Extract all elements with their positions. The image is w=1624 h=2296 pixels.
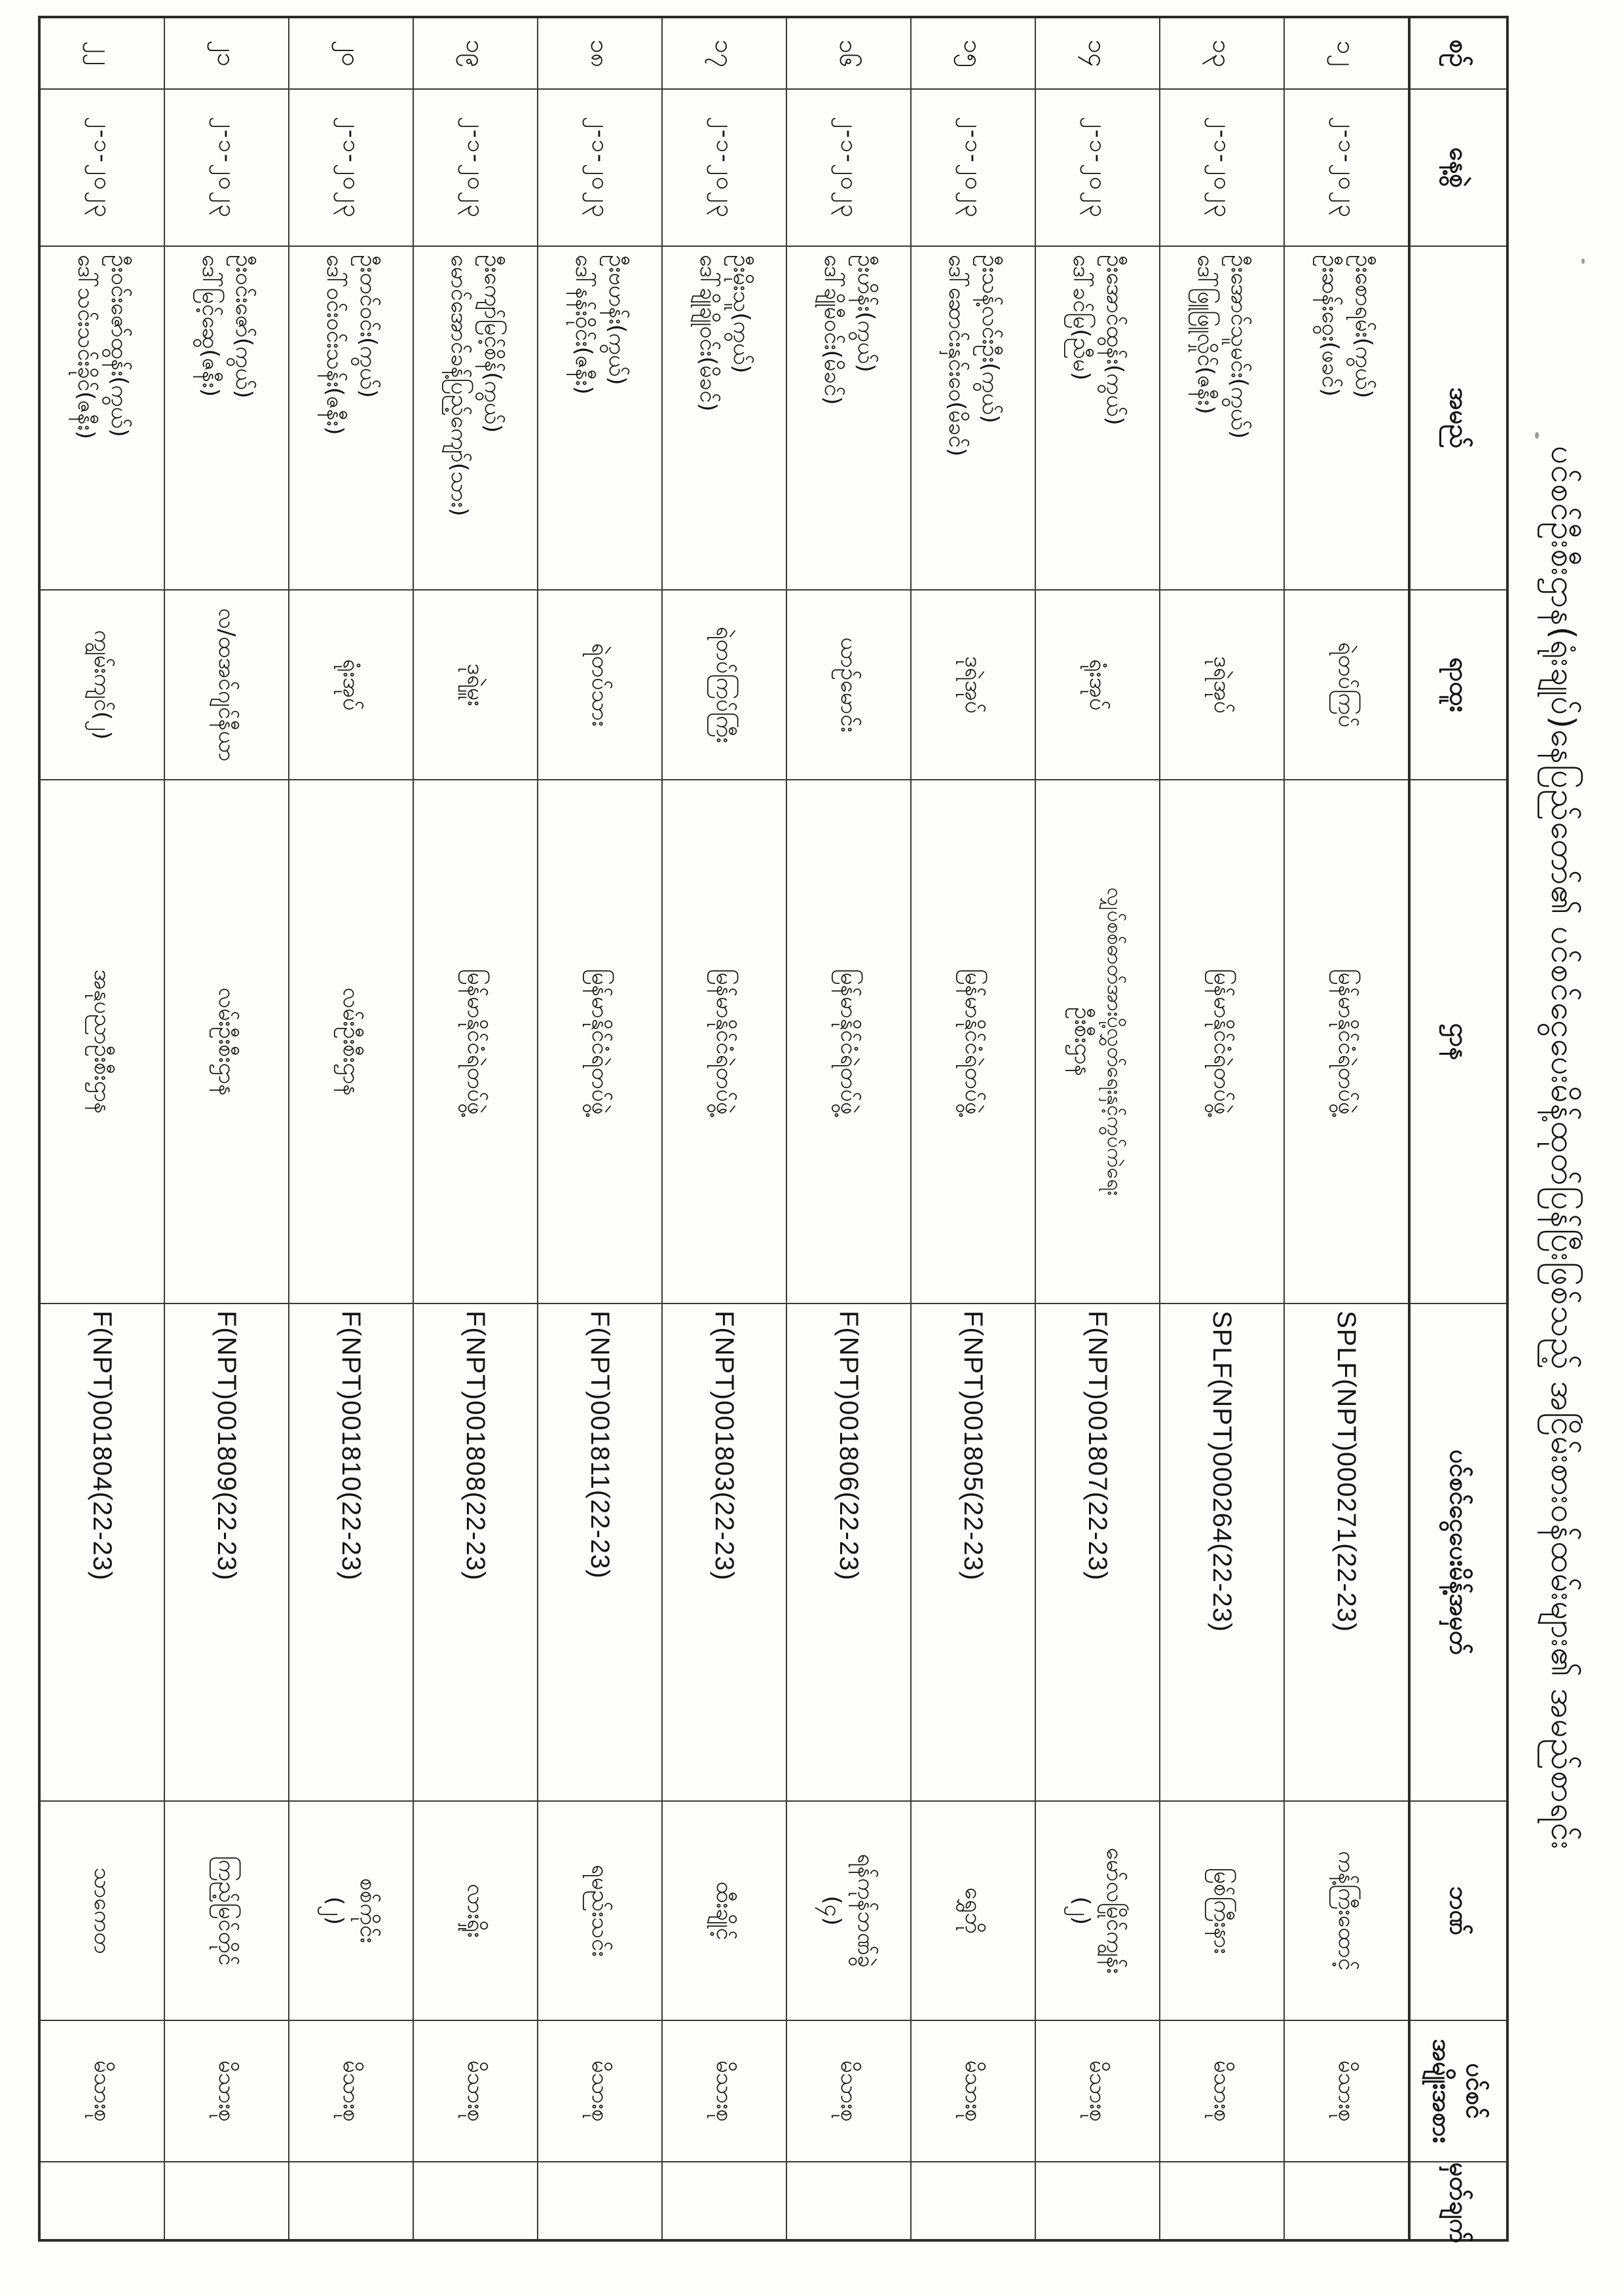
- cell-name: [1035, 246, 1160, 590]
- cell-remark: [662, 2162, 786, 2240]
- col-header-no: စဉ်: [1409, 17, 1507, 89]
- cell-dept: [1284, 780, 1409, 1303]
- cell-order-no: SPLF(NPT)000271(22-23): [1284, 1303, 1409, 1801]
- cell-remark: [911, 2162, 1035, 2240]
- beneficiary-name: ဦးဆန်းဝွေး(ဖခင်): [1317, 255, 1343, 397]
- cell-pension-type: မိသားစု: [662, 2020, 786, 2162]
- cell-name: [786, 246, 911, 590]
- bank-line1: ရွှေဘို: [960, 1887, 987, 1935]
- beneficiary-name: မောင်အောင်ခန့်ပြည့်ကျော်(သား): [446, 255, 472, 517]
- cell-name: [1160, 246, 1284, 590]
- cell-bank: [786, 1801, 911, 2020]
- cell-pension-type: မိသားစု: [1160, 2020, 1284, 2162]
- cell-bank: [1035, 1801, 1160, 2020]
- deceased-name: ဦးဗဟန်း(ကွယ်): [604, 255, 630, 386]
- dept-line1: မြန်မာနိုင်ငံရဲတပ်ဖွဲ့: [587, 968, 614, 1115]
- beneficiary-name: ဒေါ်နန်းဝိုင်း(ဇနီး): [570, 255, 597, 395]
- bank-line1: ကန့်ကြီးထောင့်: [1333, 1851, 1360, 1971]
- cell-order-no: F(NPT)001803(22-23): [662, 1303, 786, 1801]
- bank-line1: လားရှိုး: [462, 1884, 489, 1938]
- table-row: [538, 17, 662, 2240]
- cell-date: ၂-၁-၂၀၂၃: [538, 89, 662, 246]
- cell-pension-type: မိသားစု: [39, 2020, 164, 2162]
- dept-line1: လျှပ်စစ်ဓာတ်အားပို့လွှတ်ရေးနှင့်ကွပ်ကဲရေး: [1102, 887, 1126, 1196]
- bank-line1: စစ်ကိုင်း: [355, 1878, 381, 1943]
- cell-pension-type: မိသားစု: [786, 2020, 911, 2162]
- beneficiary-name: ဒေါ်ချိုချိုဝင်း(မိခင်): [695, 255, 721, 412]
- cell-rank: ရဲတပ်သား: [538, 590, 662, 780]
- cell-bank: [39, 1801, 164, 2020]
- deceased-name: ဦးစောရမ်း(ကွယ်): [1350, 255, 1376, 399]
- col-header-dept: ဌာန: [1409, 780, 1507, 1303]
- table-row: [662, 17, 786, 2240]
- cell-date: ၂-၁-၂၀၂၃: [39, 89, 164, 246]
- table-row: [39, 17, 164, 2240]
- cell-name: [662, 246, 786, 590]
- cell-date: ၂-၁-၂၀၂၃: [911, 89, 1035, 246]
- cell-dept: [39, 780, 164, 1303]
- cell-date: ၂-၁-၂၀၂၃: [1160, 89, 1284, 246]
- cell-dept: [662, 780, 786, 1303]
- cell-pension-type: မိသားစု: [1284, 2020, 1409, 2162]
- cell-rank: ဒုရဲမှူး: [413, 590, 538, 780]
- cell-name: [164, 246, 289, 590]
- deceased-name: ဦးဝင်းဇော်ထွန်း(ကွယ်): [106, 255, 132, 437]
- cell-order-no: F(NPT)001810(22-23): [289, 1303, 413, 1801]
- cell-pension-type: မိသားစု: [1035, 2020, 1160, 2162]
- col-header-bank: ဘဏ်: [1409, 1801, 1507, 2020]
- cell-date: ၂-၁-၂၀၂၃: [662, 89, 786, 246]
- cell-remark: [1035, 2162, 1160, 2240]
- deceased-name: ဦးမိုးသူ(ကွယ်): [728, 255, 754, 374]
- cell-rank: ရုံးအုပ်: [1035, 590, 1160, 780]
- cell-no: ၂၂: [39, 17, 164, 89]
- cell-dept: [786, 780, 911, 1303]
- deceased-name: ဦးအောင်ထွန်း(ကွယ်): [1101, 255, 1128, 426]
- cell-dept: [911, 780, 1035, 1303]
- cell-no: ၁၈: [538, 17, 662, 89]
- table-row: [786, 17, 911, 2240]
- cell-bank: [289, 1801, 413, 2020]
- cell-date: ၂-၁-၂၀၂၃: [413, 89, 538, 246]
- cell-no: ၂၀: [289, 17, 413, 89]
- cell-pension-type: မိသားစု: [538, 2020, 662, 2162]
- scan-speck: [1581, 259, 1585, 264]
- cell-date: ၂-၁-၂၀၂၃: [1284, 89, 1409, 246]
- bank-line1: မြစ်ကြီးနား: [1209, 1867, 1236, 1954]
- cell-rank: ဒုရဲအုပ်: [911, 590, 1035, 780]
- dept-line1: လမ်းဦးစီးဌာန: [338, 987, 365, 1096]
- beneficiary-name: ဒေါ်မြင့်ဆွေ(ဇနီး): [197, 255, 223, 397]
- bank-line1: မော်လမြိုင်ကျွန်း: [1101, 1848, 1128, 1974]
- cell-date: ၂-၁-၂၀၂၃: [1035, 89, 1160, 246]
- cell-date: ၂-၁-၂၀၂၃: [786, 89, 911, 246]
- cell-remark: [164, 2162, 289, 2240]
- deceased-name: ဦးတင်ဝင်း(ကွယ်): [355, 255, 381, 398]
- cell-no: ၁၆: [786, 17, 911, 89]
- cell-name: [289, 246, 413, 590]
- cell-bank: [164, 1801, 289, 2020]
- cell-no: ၁၄: [1035, 17, 1160, 89]
- cell-no: ၁၂: [1284, 17, 1409, 89]
- cell-bank: [911, 1801, 1035, 2020]
- cell-order-no: F(NPT)001809(22-23): [164, 1303, 289, 1801]
- cell-rank: ရဲတပ်ကြပ်ကြီး: [662, 590, 786, 780]
- cell-dept: [1160, 780, 1284, 1303]
- cell-bank: [662, 1801, 786, 2020]
- cell-name: [413, 246, 538, 590]
- cell-remark: [538, 2162, 662, 2240]
- cell-no: ၁၅: [911, 17, 1035, 89]
- dept-line1: မြန်မာနိုင်ငံရဲတပ်ဖွဲ့: [836, 968, 862, 1115]
- table-row: [164, 17, 289, 2240]
- col-header-order-no: ပင်စင်ငွေပေးမိန့်အမှတ်: [1409, 1303, 1507, 1801]
- pension-table: [38, 16, 1509, 2242]
- bank-line1: ထီးချိုင့်: [711, 1881, 738, 1941]
- col-header-pension-type-line2: အမျိုးအစား: [1428, 2039, 1456, 2143]
- beneficiary-name: ဒေါ်ချိုမီဝင်း(မိခင်): [819, 255, 845, 405]
- table-row: [1035, 17, 1160, 2240]
- col-header-date: နေ့စွဲ: [1409, 89, 1507, 246]
- dept-line1: လမ်းဦးစီးဌာန: [213, 987, 240, 1096]
- cell-order-no: F(NPT)001805(22-23): [911, 1303, 1035, 1801]
- cell-no: ၁၃: [1160, 17, 1284, 89]
- deceased-name: ဦးကျော်မြင့်စိန်(ကွယ်): [479, 255, 506, 433]
- bank-line2: (၂): [322, 1896, 348, 1925]
- cell-name: [538, 246, 662, 590]
- cell-remark: [1284, 2162, 1409, 2240]
- page-title: ပင်စင်ဦးစီးဌာန(ရုံးချုပ်)နေပြည်တော်၏ ပင်စင်ငွေပေးမိန့်ထုတ်ပြန်ပြီးဖြစ်သည့် အငြိမ်းစားဝန်ထမ်းများ၏ အမည်စာရင်း: [1544, 446, 1582, 1850]
- cell-order-no: F(NPT)001806(22-23): [786, 1303, 911, 1801]
- dept-line1: မြန်မာနိုင်ငံရဲတပ်ဖွဲ့: [1333, 968, 1360, 1115]
- deceased-name: ဦးဟိန်း(ကွယ်): [853, 255, 879, 373]
- cell-order-no: F(NPT)001807(22-23): [1035, 1303, 1160, 1801]
- cell-remark: [289, 2162, 413, 2240]
- table-row: [289, 17, 413, 2240]
- scan-speck: [1535, 432, 1539, 439]
- cell-dept: [413, 780, 538, 1303]
- cell-order-no: SPLF(NPT)000264(22-23): [1160, 1303, 1284, 1801]
- beneficiary-name: ဒေါ်ဆောင်းနှင်းဝေ(မိခင်): [944, 255, 970, 457]
- cell-bank: [538, 1801, 662, 2020]
- col-header-rank: ရာထူး: [1409, 590, 1507, 780]
- deceased-name: ဦးဝင်းဇော်(ကွယ်): [231, 255, 257, 399]
- table-row: [413, 17, 538, 2240]
- cell-order-no: F(NPT)001804(22-23): [39, 1303, 164, 1801]
- bank-line1: ရမည်းသင်း: [587, 1865, 614, 1957]
- beneficiary-name: ဒေါ်ခင်မြ(ညီမ): [1068, 255, 1094, 381]
- cell-date: ၂-၁-၂၀၂၃: [289, 89, 413, 246]
- col-header-pension-type: [1409, 2020, 1507, 2162]
- cell-remark: [1160, 2162, 1284, 2240]
- cell-rank: ဒုရဲအုပ်: [1160, 590, 1284, 780]
- dept-line1: မြန်မာနိုင်ငံရဲတပ်ဖွဲ့: [960, 968, 987, 1115]
- cell-date: ၂-၁-၂၀၂၃: [164, 89, 289, 246]
- header-row: [1409, 17, 1507, 2240]
- deceased-name: ဦးသန့်လင်းဦး(ကွယ်): [977, 255, 1003, 424]
- deceased-name: ဦးအောင်သူမင်း(ကွယ်): [1226, 255, 1252, 439]
- table-row: [1160, 17, 1284, 2240]
- cell-order-no: F(NPT)001811(22-23): [538, 1303, 662, 1801]
- cell-remark: [786, 2162, 911, 2240]
- bank-line2: (၄): [819, 1895, 845, 1926]
- col-header-name: အမည်: [1409, 246, 1507, 590]
- col-header-remark: မှတ်ချက်: [1409, 2162, 1507, 2240]
- cell-bank: [1160, 1801, 1284, 2020]
- cell-remark: [413, 2162, 538, 2240]
- cell-name: [911, 246, 1035, 590]
- cell-pension-type: မိသားစု: [164, 2020, 289, 2162]
- cell-rank: လ/ထအင်ဂျင်နီယာ: [164, 590, 289, 780]
- beneficiary-name: ဒေါ်ဝင်းဝင်းသန်း(ဇနီး): [322, 255, 348, 435]
- table-row: [1284, 17, 1409, 2240]
- cell-remark: [39, 2162, 164, 2240]
- cell-dept: [289, 780, 413, 1303]
- table-row: [911, 17, 1035, 2240]
- cell-rank: ရဲတပ်ကြပ်: [1284, 590, 1409, 780]
- beneficiary-name: ဒေါ်သင်းသင်းခိုင်(ဇနီး): [73, 255, 99, 439]
- bank-line1: သာကေတ: [89, 1867, 116, 1954]
- cell-pension-type: မိသားစု: [289, 2020, 413, 2162]
- dept-line1: အနုပညာဦးစီးဌာန: [89, 969, 116, 1114]
- cell-rank: ယာဉ်မောင်း: [786, 590, 911, 780]
- col-header-pension-type-line1: ပင်စင်: [1461, 2063, 1490, 2119]
- cell-order-no: F(NPT)001808(22-23): [413, 1303, 538, 1801]
- cell-dept: [164, 780, 289, 1303]
- cell-no: ၁၇: [662, 17, 786, 89]
- dept-line1: မြန်မာနိုင်ငံရဲတပ်ဖွဲ့: [462, 968, 489, 1115]
- cell-bank: [1284, 1801, 1409, 2020]
- bank-line1: ကြည့်မြင်တိုင်: [213, 1855, 240, 1966]
- cell-dept: [538, 780, 662, 1303]
- cell-no: ၁၉: [413, 17, 538, 89]
- dept-line1: မြန်မာနိုင်ငံရဲတပ်ဖွဲ့: [711, 968, 738, 1115]
- dept-line2: ဦးစီးဌာန: [1069, 1007, 1096, 1076]
- beneficiary-name: ဒေါ်ဖြူဖြူလှိုင်(ဇနီး): [1192, 255, 1219, 414]
- cell-pension-type: မိသားစု: [413, 2020, 538, 2162]
- bank-line1: ရန်ကုန်ဘဏ်ခွဲ: [853, 1853, 879, 1968]
- cell-dept: [1035, 780, 1160, 1303]
- cell-name: [39, 246, 164, 590]
- bank-line2: (၂): [1068, 1896, 1094, 1925]
- cell-name: [1284, 246, 1409, 590]
- cell-no: ၂၁: [164, 17, 289, 89]
- cell-bank: [413, 1801, 538, 2020]
- dept-line1: မြန်မာနိုင်ငံရဲတပ်ဖွဲ့: [1209, 968, 1236, 1115]
- cell-pension-type: မိသားစု: [911, 2020, 1035, 2162]
- cell-rank: ကျွမ်းကျင်(၂): [39, 590, 164, 780]
- cell-rank: ရုံးအုပ်: [289, 590, 413, 780]
